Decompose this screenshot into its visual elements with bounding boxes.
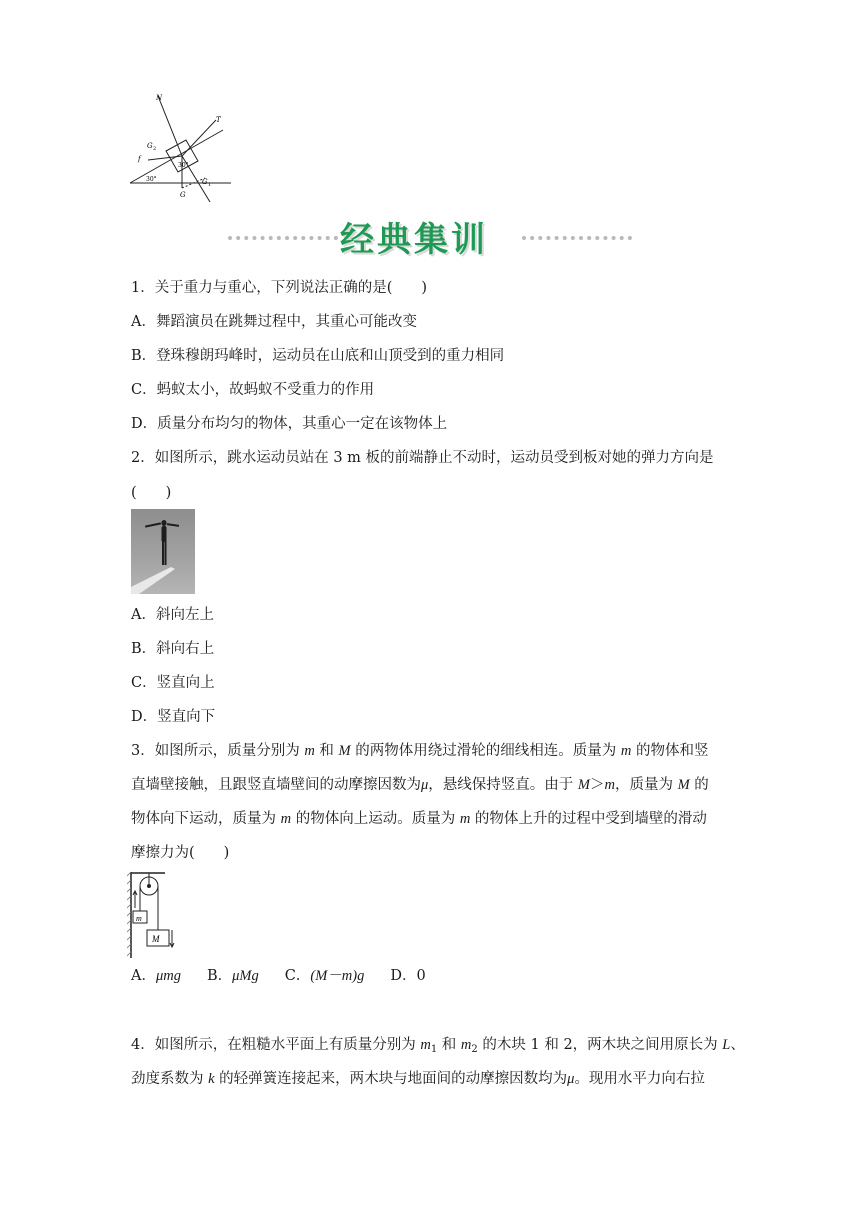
label-G2-sub: 2 [153, 146, 157, 152]
diver-photo [131, 509, 195, 594]
label-G2: G [147, 142, 153, 150]
q1-option-c: C．蚂蚁太小，故蚂蚁不受重力的作用 [131, 382, 375, 398]
q2-blank: ( ) [131, 485, 172, 501]
q1-stem: 1．关于重力与重心，下列说法正确的是( ) [131, 280, 428, 296]
q2-stem: 2．如图所示，跳水运动员站在 3 m 板的前端静止不动时，运动员受到板对她的弹力方向是 [131, 450, 714, 466]
friction-arrow [148, 156, 182, 160]
label-M: M [152, 934, 160, 944]
pulley-diagram [127, 870, 187, 960]
banner-dots-right [522, 236, 632, 240]
diving-board [131, 567, 175, 594]
banner-dots-left [228, 236, 338, 240]
label-angle-base: 30° [146, 176, 157, 183]
q1-option-b: B．登珠穆朗玛峰时，运动员在山底和山顶受到的重力相同 [131, 348, 505, 364]
label-G: G [180, 191, 186, 199]
label-G1-sub: 1 [208, 182, 212, 188]
q2-option-a: A．斜向左上 [131, 607, 214, 623]
q1-option-a: A．舞蹈演员在跳舞过程中，其重心可能改变 [131, 314, 417, 330]
q3-stem-line2: 直墙壁接触，且跟竖直墙壁间的动摩擦因数为μ，悬线保持竖直。由于 M＞m，质量为 M 的 [131, 777, 709, 793]
q3-stem-line4: 摩擦力为( ) [131, 845, 230, 861]
label-m: m [136, 914, 142, 923]
diver-silhouette [145, 520, 179, 565]
q3-options: A．μmg B．μMg C．(M－m)g D．0 [131, 968, 426, 984]
label-angle-inner: 30° [178, 162, 189, 169]
q3-stem-line1: 3．如图所示，质量分别为 m 和 M 的两物体用绕过滑轮的细线相连。质量为 m 的物体和竖 [131, 743, 709, 759]
tension-arrow [182, 120, 216, 156]
incline-force-diagram [128, 90, 243, 202]
label-f: f [138, 155, 141, 163]
label-N: N [156, 94, 163, 102]
normal-force-arrow [158, 96, 182, 156]
q2-option-b: B．斜向右上 [131, 641, 215, 657]
section-banner-title: 经典集训 [340, 220, 488, 260]
q4-stem-line2: 劲度系数为 k 的轻弹簧连接起来，两木块与地面间的动摩擦因数均为μ。现用水平力向右拉 [131, 1071, 705, 1087]
label-T: T [216, 116, 221, 124]
q1-option-d: D．质量分布均匀的物体，其重心一定在该物体上 [131, 416, 448, 432]
q3-stem-line3: 物体向下运动，质量为 m 的物体向上运动。质量为 m 的物体上升的过程中受到墙壁的滑动 [131, 811, 707, 827]
q2-option-d: D．竖直向下 [131, 709, 216, 725]
q2-option-c: C．竖直向上 [131, 675, 215, 691]
q4-stem-line1: 4．如图所示，在粗糙水平面上有质量分别为 $m_1$ 和 $m_2$ 的木块 1 和 2，两木块之间用原长为 L、 [131, 1037, 745, 1055]
label-G1: G [202, 178, 208, 186]
